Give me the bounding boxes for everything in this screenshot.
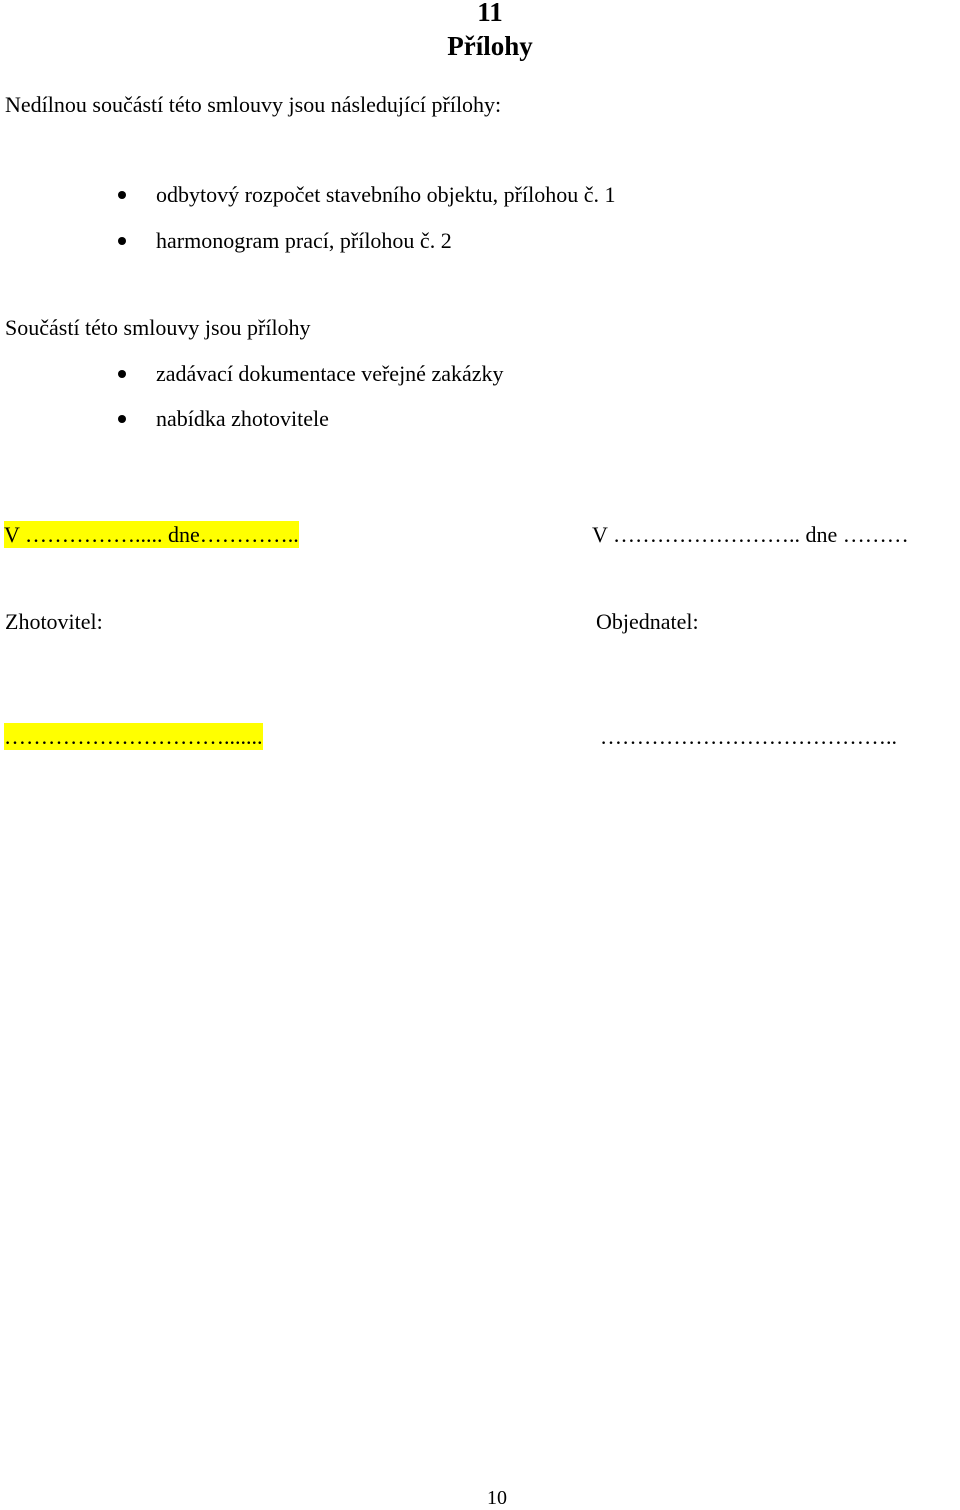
client-place-date: V …………………….. dne ……… <box>592 522 909 547</box>
list-item-label: nabídka zhotovitele <box>156 406 329 431</box>
section-number: 11 <box>477 0 503 27</box>
list-item-label: zadávací dokumentace veřejné zakázky <box>156 361 504 386</box>
contractor-place-date: V ……………..... dne………….. <box>4 522 299 547</box>
client-signature-line: ………………………………….. <box>600 724 897 749</box>
contractor-signature-line: …………………………....... <box>4 724 263 749</box>
page-number: 10 <box>487 1487 507 1509</box>
list-item-label: odbytový rozpočet stavebního objektu, přílohou č. 1 <box>156 182 616 207</box>
client-label: Objednatel: <box>596 609 699 634</box>
intro-text: Nedílnou součástí této smlouvy jsou následující přílohy: <box>5 92 502 117</box>
list-item-label: harmonogram prací, přílohou č. 2 <box>156 228 452 253</box>
bullet-icon <box>118 415 126 423</box>
bullet-icon <box>118 191 126 199</box>
section-title: Přílohy <box>447 31 533 61</box>
bullet-icon <box>118 237 126 245</box>
parts-intro-text: Součástí této smlouvy jsou přílohy <box>5 315 311 340</box>
contractor-label: Zhotovitel: <box>5 609 103 634</box>
bullet-icon <box>118 370 126 378</box>
